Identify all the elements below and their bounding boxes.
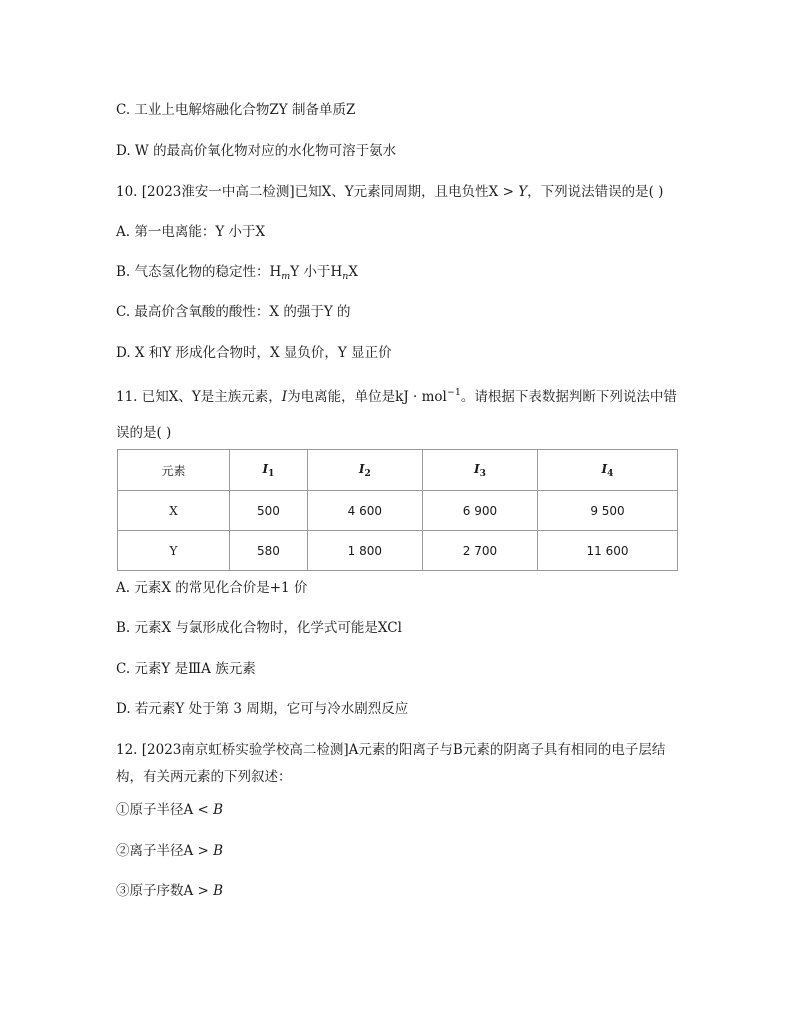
q11-option-c: C. 元素Y 是ⅢA 族元素	[116, 661, 256, 677]
q10-option-c: C. 最高价含氧酸的酸性：X 的强于Y 的	[116, 304, 351, 320]
q10-option-b-text-c: X	[348, 264, 359, 280]
q10-option-b-text-a: B. 气态氢化物的稳定性：H	[116, 264, 282, 280]
table-cell: 2 700	[422, 531, 537, 571]
table-cell: 6 900	[422, 491, 537, 531]
table-row-label: X	[118, 491, 230, 531]
q11-stem-sup: −1	[446, 387, 461, 398]
q11-stem-i: I	[281, 389, 288, 405]
q11-option-a: A. 元素X 的常见化合价是+1 价	[116, 580, 308, 596]
table-header-i1: $I_1$	[230, 450, 308, 491]
q11-option-b: B. 元素X 与氯形成化合物时，化学式可能是XCl	[116, 620, 402, 636]
table-header-i4: $I_4$	[538, 450, 678, 491]
table-cell: 500	[230, 491, 308, 531]
table-cell: 11 600	[538, 531, 678, 571]
q12-item-1: ①原子半径A < B	[116, 802, 224, 818]
table-row	[118, 491, 678, 531]
q10-option-b-sub-n: n	[342, 271, 349, 282]
q11-option-d: D. 若元素Y 处于第 3 周期，它可与冷水剧烈反应	[116, 701, 409, 717]
q12-item-3: ③原子序数A > B	[116, 883, 224, 899]
table-row-label: Y	[118, 531, 230, 571]
q10-option-d: D. X 和Y 形成化合物时，X 显负价，Y 显正价	[116, 345, 392, 361]
q10-stem-text-b: ，下列说法错误的是( )	[527, 184, 664, 200]
q10-stem	[116, 182, 663, 202]
table-row	[118, 531, 678, 571]
q10-option-a: A. 第一电离能：Y 小于X	[116, 224, 266, 240]
q11-stem-text-a: 11. 已知X、Y是主族元素，	[116, 389, 282, 405]
table-header-row	[118, 450, 678, 491]
q10-option-b-sub-m: m	[281, 271, 291, 282]
q12-stem-line2: 构，有关两元素的下列叙述：	[116, 769, 292, 785]
q9-option-d: D. W 的最高价氧化物对应的水化物可溶于氨水	[116, 143, 397, 159]
q12-stem-line1: 12. [2023南京虹桥实验学校高二检测]A元素的阳离子与B元素的阴离子具有相同的电子层结	[116, 742, 666, 758]
ionization-energy-table	[117, 449, 678, 571]
table-cell: 1 800	[307, 531, 422, 571]
q11-stem-text-c: 。请根据下表数据判断下列说法中错	[460, 389, 677, 405]
table-header-i2: $I_2$	[307, 450, 422, 491]
table-header-element: 元素	[118, 450, 230, 491]
table-cell: 9 500	[538, 491, 678, 531]
table-header-i3: $I_3$	[422, 450, 537, 491]
q11-stem	[116, 383, 677, 407]
q10-stem-y: Y	[518, 184, 528, 200]
q12-item-2: ②离子半径A > B	[116, 843, 224, 859]
q10-option-b	[116, 262, 358, 287]
table-cell: 4 600	[307, 491, 422, 531]
table-cell: 580	[230, 531, 308, 571]
q11-stem-line2: 误的是( )	[116, 425, 172, 441]
q10-stem-text-a: 10. [2023淮安一中高二检测]已知X、Y元素同周期，且电负性X >	[116, 184, 519, 200]
q10-option-b-text-b: Y 小于H	[290, 264, 343, 280]
q11-stem-text-b: 为电离能，单位是kJ · mol	[287, 389, 447, 405]
q9-option-c: C. 工业上电解熔融化合物ZY 制备单质Z	[116, 102, 356, 118]
